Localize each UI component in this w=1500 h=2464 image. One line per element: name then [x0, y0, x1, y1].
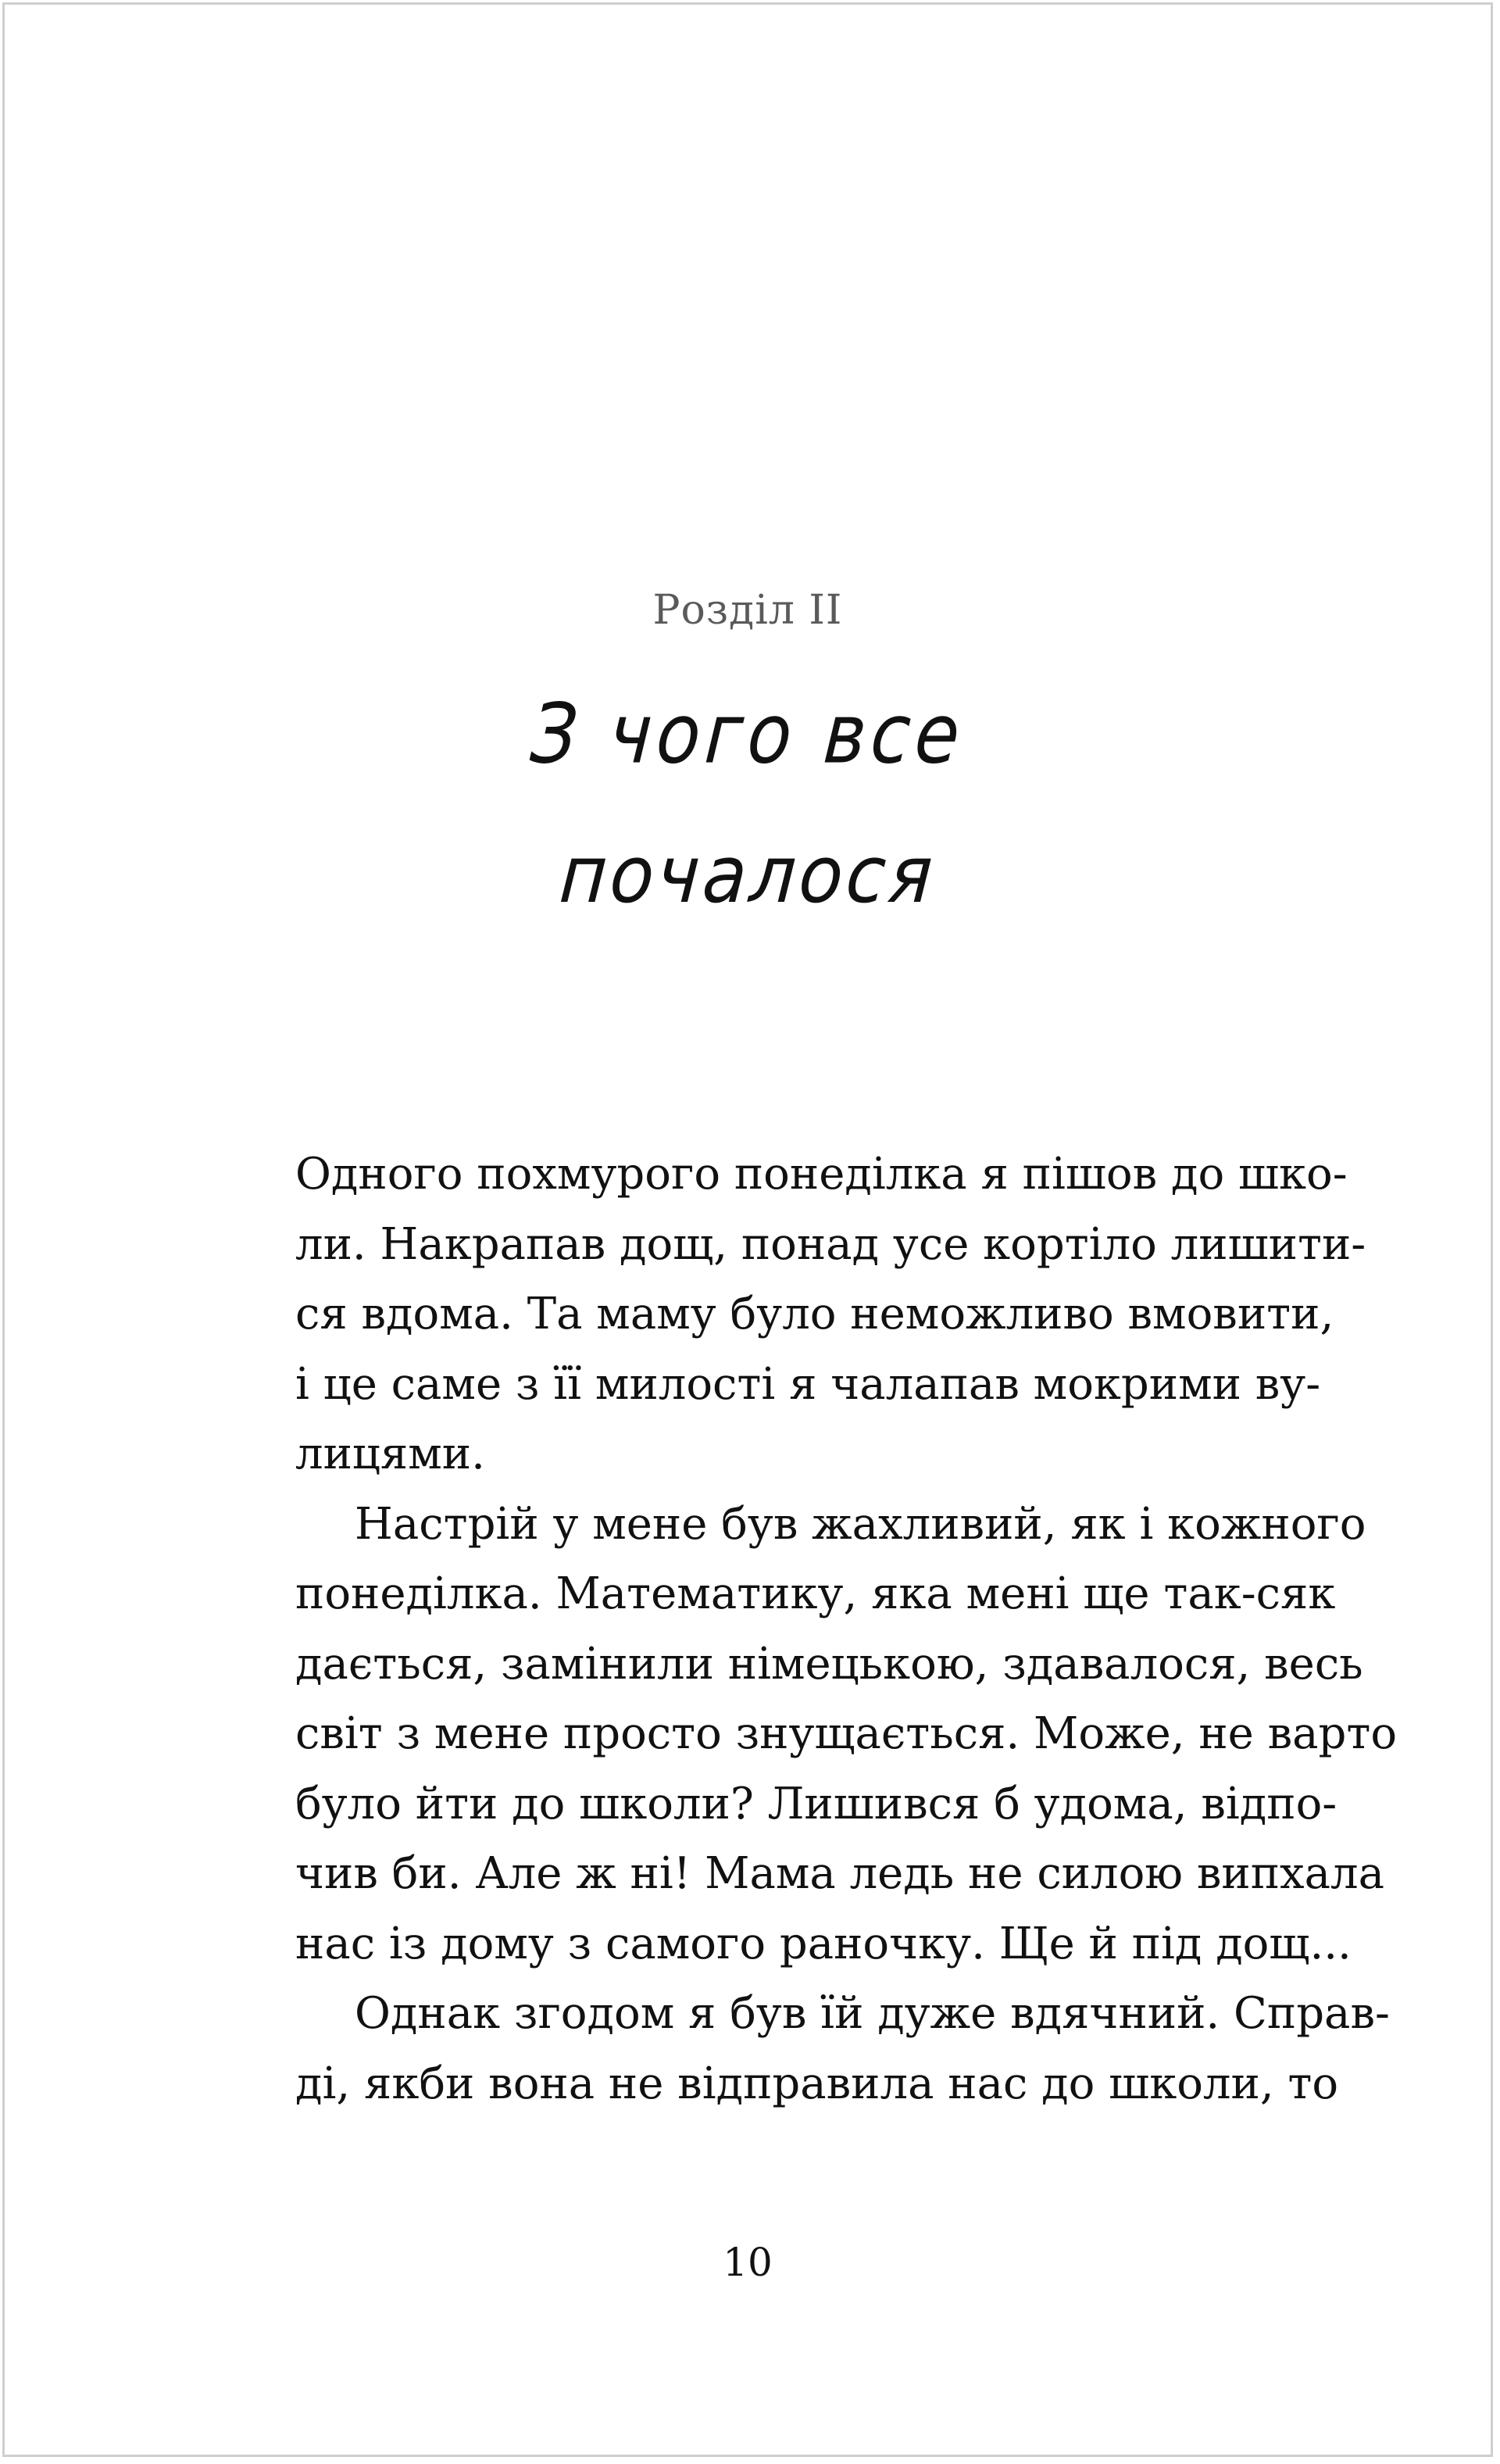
text-line: лицями.	[295, 1429, 485, 1479]
text-line: понеділка. Математику, яка мені ще так-сяк	[295, 1568, 1336, 1619]
book-page	[2, 2, 1493, 2457]
text-line: Однак згодом я був їй дуже вдячний. Справ-	[355, 1988, 1390, 2039]
text-line: ли. Накрапав дощ, понад усе кортіло лишити-	[295, 1218, 1366, 1270]
chapter-title-line-1: З чого все	[527, 685, 968, 783]
text-line: Одного похмурого понеділка я пішов до шко-	[295, 1149, 1348, 1200]
text-line: і це саме з її милості я чалапав мокрими ву-	[295, 1358, 1321, 1410]
chapter-title-line-2: почалося	[556, 828, 939, 921]
text-line: ді, якби вона не відправила нас до школи, то	[295, 2058, 1339, 2109]
body-text	[295, 1139, 1398, 2119]
page-number: 10	[723, 2240, 773, 2285]
text-line: чив би. Але ж ні! Мама ледь не силою випхала	[295, 1848, 1384, 1899]
text-line: Настрій у мене був жахливий, як і кожного	[355, 1498, 1366, 1550]
text-line: світ з мене просто знущається. Може, не варто	[295, 1708, 1398, 1759]
text-line: дається, замінили німецькою, здавалося, весь	[295, 1638, 1363, 1690]
text-line: було йти до школи? Лишився б удома, відпо-	[295, 1778, 1338, 1829]
text-line: ся вдома. Та маму було неможливо вмовити,	[295, 1289, 1334, 1339]
text-line: нас із дому з самого раночку. Ще й під дощ...	[295, 1918, 1352, 1969]
chapter-label: Розділ II	[652, 587, 843, 634]
